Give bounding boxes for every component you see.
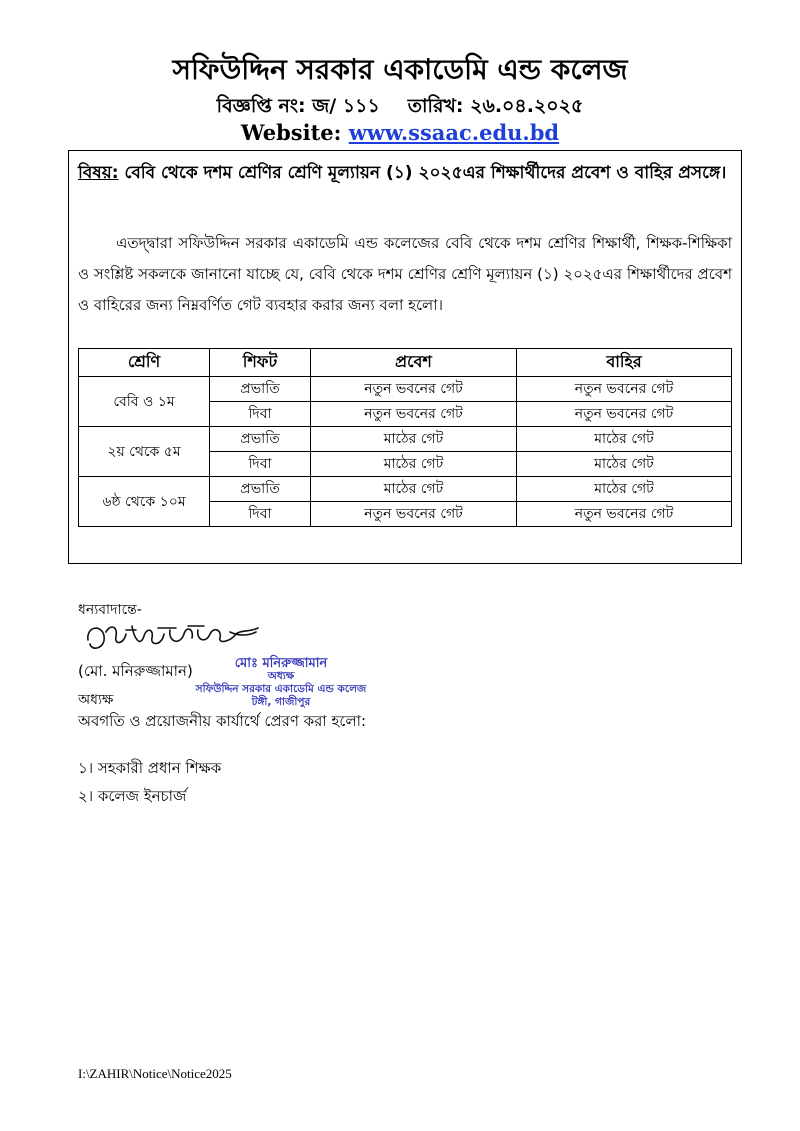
shift-cell: প্রভাতি xyxy=(210,477,311,502)
table-row xyxy=(79,477,732,502)
website-link[interactable]: www.ssaac.edu.bd xyxy=(348,120,560,145)
subject-line xyxy=(78,158,732,188)
list-item: ১। সহকারী প্রধান শিক্ষক xyxy=(78,759,222,777)
header-class: শ্রেণি xyxy=(79,349,210,377)
shift-cell: প্রভাতি xyxy=(210,427,311,452)
notice-number: বিজ্ঞপ্তি নং: জ/ ১১১ xyxy=(216,95,380,117)
exit-cell: নতুন ভবনের গেট xyxy=(517,502,732,527)
shift-cell: দিবা xyxy=(210,502,311,527)
header-entry: প্রবেশ xyxy=(311,349,517,377)
body-text: এতদ্দ্বারা সফিউদ্দিন সরকার একাডেমি এন্ড কলেজের বেবি থেকে দশম শ্রেণির শিক্ষার্থী, শিক্ষক-শিক্ষিকা ও সংশ্লিষ্ট সকলকে জানানো যাচ্ছে যে, বেবি থেকে দশম শ্রেণির শ্রেণি মূল্যায়ন (১) ২০২৫এর শিক্ষার্থীদের প্রবেশ ও বাহিরের জন্য নিম্নবর্ণিত গেট ব্যবহার করার জন্য বলা হলো। xyxy=(78,234,732,314)
closing-thanks: ধন্যবাদান্তে- xyxy=(78,602,142,618)
header-exit: বাহির xyxy=(517,349,732,377)
notice-date: তারিখ: ২৬.০৪.২০২৫ xyxy=(407,95,584,117)
notice-body xyxy=(78,228,732,321)
subject-label: বিষয়: xyxy=(78,163,119,183)
designation: অধ্যক্ষ xyxy=(78,692,114,708)
entry-cell: মাঠের গেট xyxy=(311,477,517,502)
entry-cell: মাঠের গেট xyxy=(311,427,517,452)
entry-cell: মাঠের গেট xyxy=(311,452,517,477)
website-label: Website: xyxy=(240,120,342,145)
table-row xyxy=(79,377,732,402)
stamp-location: টঙ্গী, গাজীপুর xyxy=(251,696,311,708)
shift-cell: প্রভাতি xyxy=(210,377,311,402)
entry-cell: নতুন ভবনের গেট xyxy=(311,377,517,402)
exit-cell: নতুন ভবনের গেট xyxy=(517,402,732,427)
website-line xyxy=(0,120,800,145)
shift-cell: দিবা xyxy=(210,452,311,477)
class-cell: বেবি ও ১ম xyxy=(79,377,210,427)
entry-cell: নতুন ভবনের গেট xyxy=(311,402,517,427)
official-stamp xyxy=(186,657,376,709)
file-path-footer: I:\ZAHIR\Notice\Notice2025 xyxy=(78,1066,232,1081)
entry-cell: নতুন ভবনের গেট xyxy=(311,502,517,527)
exit-cell: মাঠের গেট xyxy=(517,452,732,477)
stamp-title: অধ্যক্ষ xyxy=(267,670,295,682)
list-item: ২। কলেজ ইনচার্জ xyxy=(78,787,187,805)
signature-image xyxy=(80,618,280,660)
class-cell: ৬ষ্ঠ থেকে ১০ম xyxy=(79,477,210,527)
exit-cell: মাঠের গেট xyxy=(517,427,732,452)
institution-title: সফিউদ্দিন সরকার একাডেমি এন্ড কলেজ xyxy=(172,53,628,86)
stamp-name: মোঃ মনিরুজ্জামান xyxy=(234,656,328,671)
stamp-institution: সফিউদ্দিন সরকার একাডেমি এন্ড কলেজ xyxy=(195,683,367,695)
distribution-heading: অবগতি ও প্রয়োজনীয় কার্যার্থে প্রেরণ করা হলো: xyxy=(78,712,367,730)
table-header-row xyxy=(79,349,732,377)
table-row xyxy=(79,427,732,452)
shift-cell: দিবা xyxy=(210,402,311,427)
subject-text: বেবি থেকে দশম শ্রেণির শ্রেণি মূল্যায়ন (১) ২০২৫এর শিক্ষার্থীদের প্রবেশ ও বাহির প্রসঙ্গে। xyxy=(124,163,727,183)
exit-cell: নতুন ভবনের গেট xyxy=(517,377,732,402)
class-cell: ২য় থেকে ৫ম xyxy=(79,427,210,477)
signer-name: (মো. মনিরুজ্জামান) xyxy=(78,662,193,680)
exit-cell: মাঠের গেট xyxy=(517,477,732,502)
header-shift: শিফট xyxy=(210,349,311,377)
gate-table xyxy=(78,348,732,527)
